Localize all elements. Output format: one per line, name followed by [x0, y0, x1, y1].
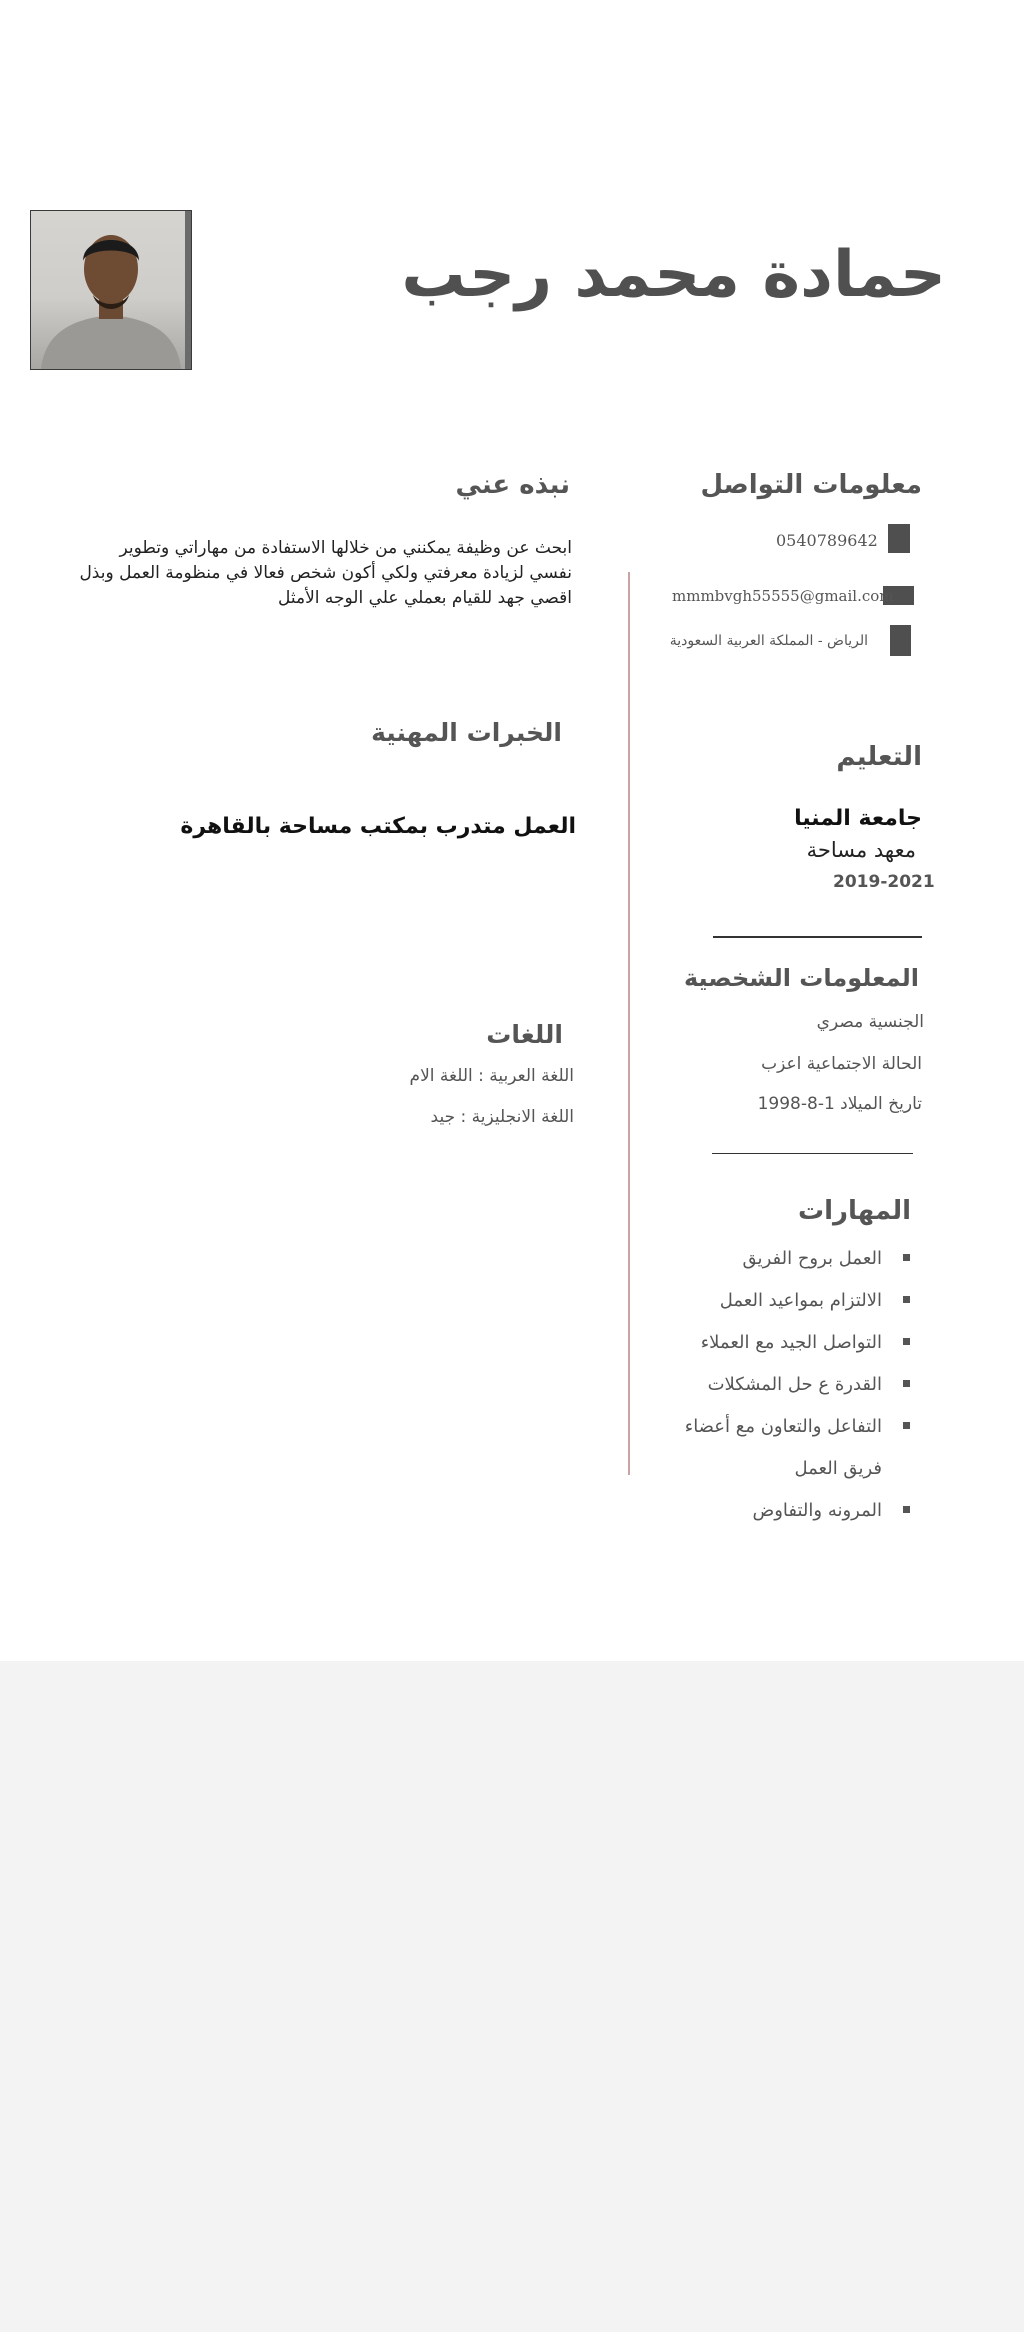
skill-item: العمل بروح الفريق — [685, 1238, 910, 1280]
language-english: اللغة الانجليزية : جيد — [430, 1107, 574, 1127]
education-institute: معهد مساحة — [806, 838, 916, 862]
personal-birthdate: تاريخ الميلاد 1-8-1998 — [757, 1094, 922, 1114]
education-years: 2019-2021 — [833, 872, 935, 892]
skill-item: التفاعل والتعاون مع أعضاء — [685, 1406, 910, 1448]
location-icon — [890, 625, 911, 656]
skill-item-continuation: فريق العمل — [794, 1458, 882, 1479]
contact-email: mmmbvgh55555@gmail.com — [672, 587, 894, 605]
experience-title: الخبرات المهنية — [371, 718, 562, 747]
education-university: جامعة المنيا — [794, 806, 922, 831]
person-photo-image — [31, 211, 191, 369]
skills-title: المهارات — [797, 1196, 911, 1226]
skill-item: التواصل الجيد مع العملاء — [685, 1322, 910, 1364]
full-name: حمادة محمد رجب — [401, 238, 946, 312]
about-line: نفسي لزيادة معرفتي ولكي أكون شخص فعالا في منظومة العمل وبذل — [79, 563, 572, 583]
profile-photo — [30, 210, 192, 370]
skill-item: المرونه والتفاوض — [685, 1490, 910, 1532]
column-divider — [628, 572, 630, 1475]
bullet-icon — [903, 1506, 910, 1513]
bullet-icon — [903, 1296, 910, 1303]
about-text — [12, 536, 572, 611]
bullet-icon — [903, 1380, 910, 1387]
section-divider — [713, 936, 922, 938]
personal-marital: الحالة الاجتماعية اعزب — [761, 1054, 922, 1074]
personal-title: المعلومات الشخصية — [683, 964, 919, 992]
contact-title: معلومات التواصل — [700, 470, 922, 500]
phone-icon — [888, 524, 910, 553]
bullet-icon — [903, 1422, 910, 1429]
skills-list — [685, 1238, 910, 1532]
experience-item: العمل متدرب بمكتب مساحة بالقاهرة — [180, 814, 576, 839]
bullet-icon — [903, 1254, 910, 1261]
section-divider — [712, 1153, 913, 1154]
languages-title: اللغات — [486, 1020, 563, 1049]
contact-location: الرياض - المملكة العربية السعودية — [669, 633, 868, 649]
skill-item: الالتزام بمواعيد العمل — [685, 1280, 910, 1322]
about-line: اقصي جهد للقيام بعملي علي الوجه الأمثل — [277, 588, 572, 608]
contact-phone: 0540789642 — [776, 531, 878, 550]
about-title: نبذه عني — [455, 470, 570, 500]
education-title: التعليم — [836, 742, 922, 772]
about-line: ابحث عن وظيفة يمكنني من خلالها الاستفادة من مهاراتي وتطوير — [119, 538, 572, 558]
language-arabic: اللغة العربية : اللغة الام — [409, 1066, 574, 1086]
skill-item: القدرة ع حل المشكلات — [685, 1364, 910, 1406]
bullet-icon — [903, 1338, 910, 1345]
personal-nationality: الجنسية مصري — [816, 1012, 924, 1032]
